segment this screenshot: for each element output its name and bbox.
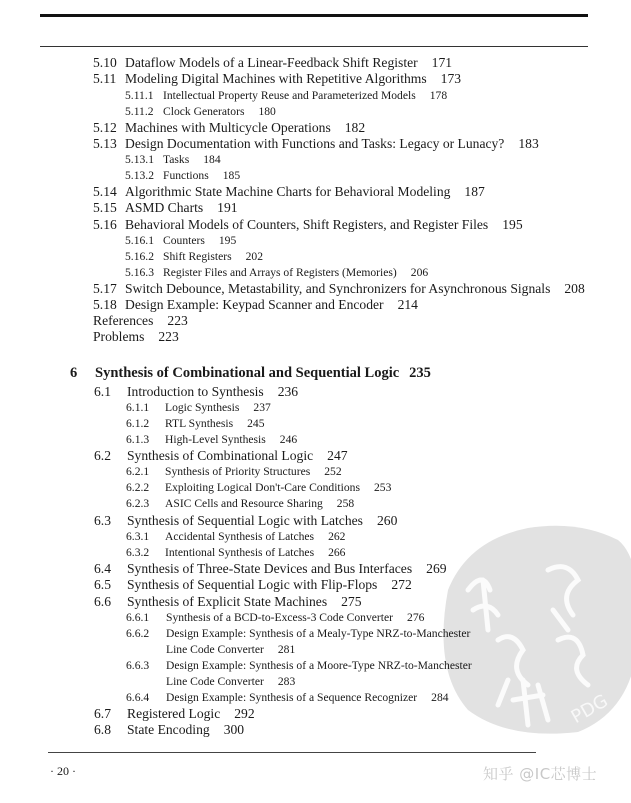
subsection-title: Clock Generators bbox=[163, 105, 245, 118]
chapter-title-line bbox=[95, 366, 431, 381]
toc-entry-references[interactable] bbox=[93, 314, 188, 328]
section-title: Synthesis of Sequential Logic with Flip-Flops bbox=[127, 577, 378, 592]
subsection-title-line bbox=[165, 402, 271, 414]
subsection-title-line bbox=[166, 612, 424, 624]
subsection-number: 6.3.2 bbox=[126, 546, 150, 559]
section-title: Machines with Multicycle Operations bbox=[125, 120, 331, 135]
page-ref: 223 bbox=[167, 313, 188, 328]
page-ref: 185 bbox=[222, 169, 241, 182]
section-title-line bbox=[125, 201, 238, 215]
subsection-number: 6.1.3 bbox=[126, 433, 150, 446]
subsection-number: 6.2.1 bbox=[126, 465, 150, 478]
subsection-title: Synthesis of Priority Structures bbox=[165, 465, 311, 478]
page-ref: 214 bbox=[397, 297, 418, 312]
section-number: 5.14 bbox=[93, 184, 117, 199]
subsection-number: 6.2.2 bbox=[126, 481, 150, 494]
subsection-title: Shift Registers bbox=[163, 250, 232, 263]
section-title: Dataflow Models of a Linear-Feedback Shift Register bbox=[125, 55, 418, 70]
section-title: Modeling Digital Machines with Repetitive Algorithms bbox=[125, 71, 427, 86]
subsection-title-cont: Line Code Converter bbox=[166, 675, 264, 688]
page-ref: 223 bbox=[158, 329, 179, 344]
subsection-number: 5.13.1 bbox=[125, 153, 154, 166]
subsection-number: 6.6.3 bbox=[126, 659, 150, 672]
section-title-line bbox=[127, 723, 244, 737]
page-ref: 195 bbox=[502, 217, 523, 232]
section-title: ASMD Charts bbox=[125, 200, 204, 215]
section-number: 5.15 bbox=[93, 200, 117, 215]
section-title-line bbox=[127, 562, 447, 576]
page-ref: 182 bbox=[344, 120, 366, 135]
subsection-title: Exploiting Logical Don't-Care Conditions bbox=[165, 481, 360, 494]
subsection-title-line bbox=[166, 660, 472, 672]
subsection-title: Intentional Synthesis of Latches bbox=[165, 546, 315, 559]
section-title: Switch Debounce, Metastability, and Synchronizers for Asynchronous Signals bbox=[125, 281, 551, 296]
subsection-title-line bbox=[163, 267, 428, 279]
subsection-title: Counters bbox=[163, 234, 205, 247]
section-title-line bbox=[127, 707, 255, 721]
section-title-line bbox=[125, 137, 539, 151]
subsection-title-cont: Line Code Converter bbox=[166, 643, 264, 656]
page-ref: 258 bbox=[336, 497, 355, 510]
subsection-title-line bbox=[166, 644, 295, 656]
subsection-number: 6.6.2 bbox=[126, 627, 150, 640]
section-number: 6.3 bbox=[94, 513, 111, 528]
section-title: Synthesis of Sequential Logic with Latches bbox=[127, 513, 363, 528]
subsection-title: Register Files and Arrays of Registers (Memories) bbox=[163, 266, 397, 279]
toc-entry-problems[interactable] bbox=[93, 330, 179, 344]
section-number: 6.5 bbox=[94, 577, 111, 592]
section-title-line bbox=[127, 449, 348, 463]
page-ref: 272 bbox=[391, 577, 412, 592]
page-ref: 183 bbox=[518, 136, 539, 151]
section-number: 5.18 bbox=[93, 297, 117, 312]
subsection-title-line bbox=[166, 676, 295, 688]
subsection-title-line bbox=[165, 434, 297, 446]
section-title-line bbox=[127, 595, 362, 609]
section-title-line bbox=[127, 514, 397, 528]
page-ref: 283 bbox=[277, 675, 296, 688]
section-title: Design Documentation with Functions and Tasks: Legacy or Lunacy? bbox=[125, 136, 505, 151]
subsection-title: Design Example: Synthesis of a Moore-Type NRZ-to-Manchester bbox=[166, 659, 472, 672]
section-title: State Encoding bbox=[127, 722, 210, 737]
section-title-line bbox=[125, 282, 585, 296]
section-title-line bbox=[125, 218, 523, 232]
page-ref: 275 bbox=[341, 594, 362, 609]
subsection-number: 6.3.1 bbox=[126, 530, 150, 543]
page-ref: 237 bbox=[253, 401, 271, 414]
subsection-title-line bbox=[165, 498, 354, 510]
subsection-title: Tasks bbox=[163, 153, 190, 166]
page-ref: 208 bbox=[564, 281, 585, 296]
section-title-line bbox=[125, 298, 418, 312]
section-number: 5.11 bbox=[93, 71, 117, 86]
page-ref: 184 bbox=[203, 153, 221, 166]
subsection-title-line bbox=[163, 235, 236, 247]
section-title: Problems bbox=[93, 329, 145, 344]
subsection-number: 6.2.3 bbox=[126, 497, 150, 510]
zhihu-watermark: 知乎 @IC芯博士 bbox=[483, 765, 598, 783]
subsection-title-line bbox=[163, 154, 221, 166]
subsection-number: 5.13.2 bbox=[125, 169, 154, 182]
subsection-title: Accidental Synthesis of Latches bbox=[165, 530, 315, 543]
section-title: Synthesis of Combinational Logic bbox=[127, 448, 314, 463]
page-ref: 266 bbox=[328, 546, 346, 559]
page-ref: 262 bbox=[328, 530, 346, 543]
page-ref: 292 bbox=[234, 706, 255, 721]
subsection-title: High-Level Synthesis bbox=[165, 433, 266, 446]
subsection-number: 5.11.2 bbox=[125, 105, 154, 118]
section-title-line bbox=[125, 72, 461, 86]
page-ref: 245 bbox=[247, 417, 265, 430]
subsection-title: Logic Synthesis bbox=[165, 401, 240, 414]
subsection-title-line bbox=[165, 547, 345, 559]
page-ref: 191 bbox=[217, 200, 238, 215]
section-number: 6.2 bbox=[94, 448, 111, 463]
subsection-title-line bbox=[166, 692, 449, 704]
section-title-line bbox=[125, 121, 365, 135]
subsection-title: Design Example: Synthesis of a Mealy-Type NRZ-to-Manchester bbox=[166, 627, 471, 640]
section-title: Behavioral Models of Counters, Shift Registers, and Register Files bbox=[125, 217, 489, 232]
section-number: 5.12 bbox=[93, 120, 117, 135]
subsection-title: Design Example: Synthesis of a Sequence Recognizer bbox=[166, 691, 418, 704]
section-title: References bbox=[93, 313, 154, 328]
subsection-title: Synthesis of a BCD-to-Excess-3 Code Converter bbox=[166, 611, 394, 624]
chapter-title: Synthesis of Combinational and Sequential Logic bbox=[95, 365, 400, 381]
subsection-title-line bbox=[163, 170, 240, 182]
page-ref: 300 bbox=[223, 722, 245, 737]
section-title: Registered Logic bbox=[127, 706, 221, 721]
subsection-title-line bbox=[163, 90, 447, 102]
subsection-title-line bbox=[165, 418, 265, 430]
subsection-title-line bbox=[163, 106, 276, 118]
section-number: 5.17 bbox=[93, 281, 117, 296]
subsection-title: ASIC Cells and Resource Sharing bbox=[165, 497, 323, 510]
subsection-number: 6.6.1 bbox=[126, 611, 150, 624]
subsection-number: 6.1.2 bbox=[126, 417, 150, 430]
page-ref: 173 bbox=[440, 71, 462, 86]
section-number: 6.4 bbox=[94, 561, 111, 576]
subsection-number: 6.1.1 bbox=[126, 401, 150, 414]
page-number: · 20 · bbox=[50, 764, 76, 778]
section-title-line bbox=[127, 578, 412, 592]
subsection-number: 5.16.2 bbox=[125, 250, 154, 263]
page-ref: 236 bbox=[277, 384, 299, 399]
subsection-title-line bbox=[165, 531, 345, 543]
page-ref: 178 bbox=[429, 89, 448, 102]
page-ref: 235 bbox=[409, 365, 431, 381]
page-ref: 202 bbox=[245, 250, 263, 263]
section-title: Synthesis of Three-State Devices and Bus Interfaces bbox=[127, 561, 413, 576]
subsection-title-line bbox=[166, 628, 470, 640]
section-number: 6.8 bbox=[94, 722, 111, 737]
seal-stamp-label: PDG bbox=[567, 690, 612, 728]
subsection-title-line bbox=[165, 482, 391, 494]
section-title: Introduction to Synthesis bbox=[127, 384, 264, 399]
section-number: 5.13 bbox=[93, 136, 117, 151]
page-ref: 195 bbox=[218, 234, 237, 247]
subsection-title-line bbox=[165, 466, 342, 478]
section-number: 6.6 bbox=[94, 594, 111, 609]
page-ref: 247 bbox=[327, 448, 348, 463]
section-number: 6.1 bbox=[94, 384, 111, 399]
page-ref: 171 bbox=[431, 55, 453, 70]
subsection-number: 6.6.4 bbox=[126, 691, 150, 704]
section-number: 5.10 bbox=[93, 55, 117, 70]
subsection-title: Functions bbox=[163, 169, 209, 182]
subsection-title: Intellectual Property Reuse and Parameterized Models bbox=[163, 89, 416, 102]
section-title: Synthesis of Explicit State Machines bbox=[127, 594, 328, 609]
page-ref: 260 bbox=[376, 513, 398, 528]
page-ref: 269 bbox=[426, 561, 447, 576]
page-ref: 187 bbox=[464, 184, 485, 199]
section-title-line bbox=[125, 185, 485, 199]
footer-rule bbox=[48, 752, 536, 753]
page-ref: 252 bbox=[324, 465, 342, 478]
section-number: 5.16 bbox=[93, 217, 117, 232]
page-ref: 246 bbox=[279, 433, 298, 446]
page-ref: 281 bbox=[277, 643, 296, 656]
subsection-title-line bbox=[163, 251, 263, 263]
page-ref: 276 bbox=[407, 611, 425, 624]
section-title-line bbox=[127, 385, 298, 399]
section-title-line bbox=[125, 56, 452, 70]
page-ref: 180 bbox=[258, 105, 276, 118]
subsection-number: 5.16.1 bbox=[125, 234, 154, 247]
subsection-number: 5.11.1 bbox=[125, 89, 154, 102]
section-title: Algorithmic State Machine Charts for Behavioral Modeling bbox=[125, 184, 451, 199]
page-ref: 253 bbox=[373, 481, 392, 494]
subsection-number: 5.16.3 bbox=[125, 266, 154, 279]
page-ref: 284 bbox=[431, 691, 449, 704]
chapter-number: 6 bbox=[70, 365, 78, 381]
subsection-title: RTL Synthesis bbox=[165, 417, 234, 430]
section-number: 6.7 bbox=[94, 706, 111, 721]
page-ref: 206 bbox=[410, 266, 429, 279]
section-title: Design Example: Keypad Scanner and Encoder bbox=[125, 297, 384, 312]
